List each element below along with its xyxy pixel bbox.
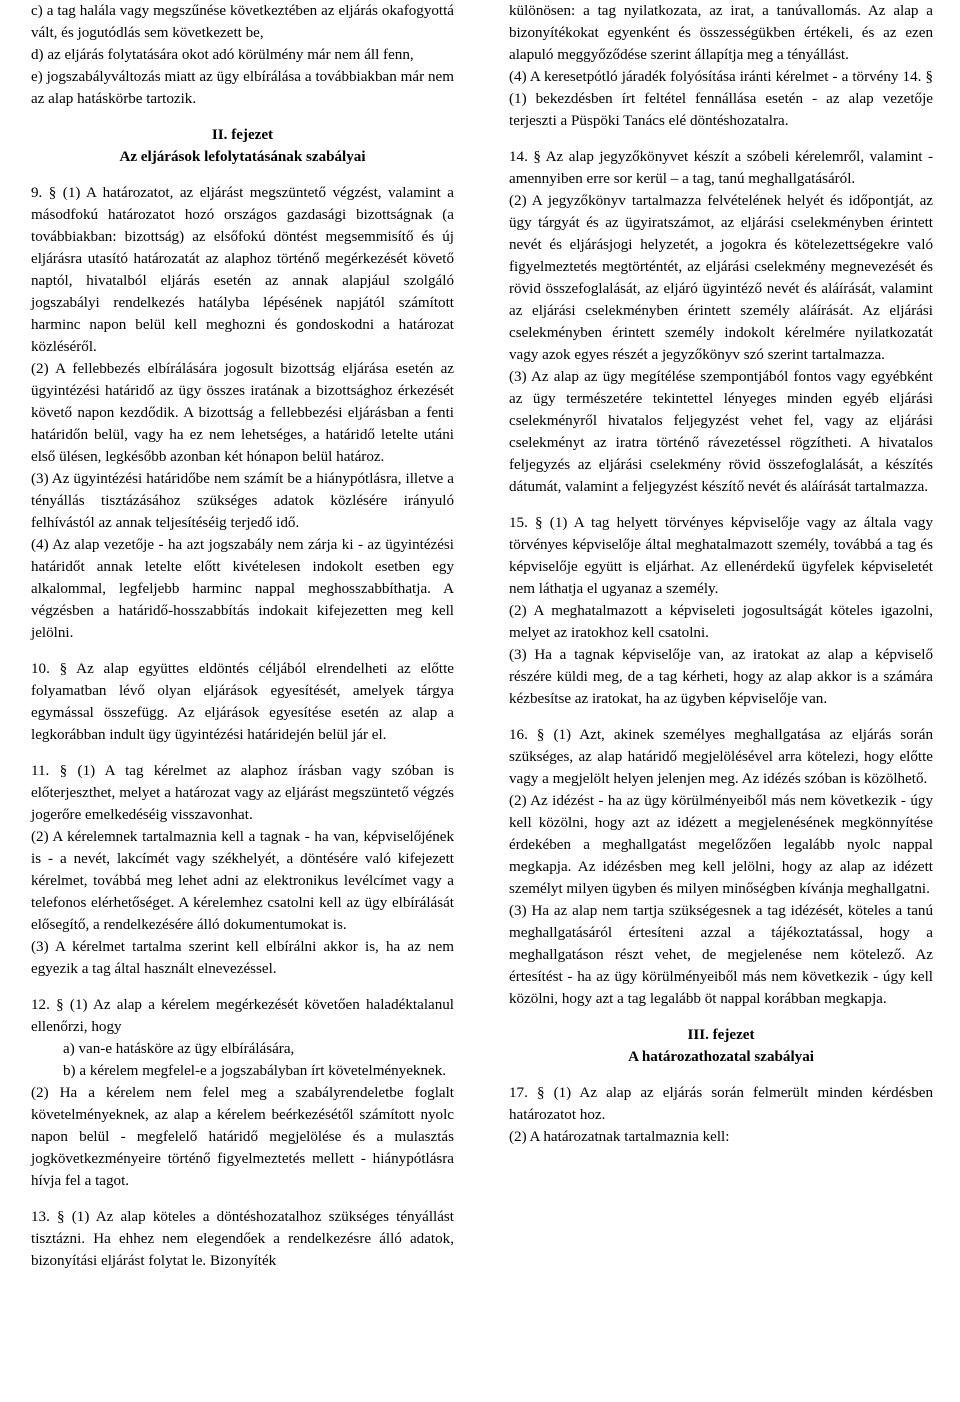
paragraph-gap bbox=[31, 1192, 454, 1206]
paragraph: 16. § (1) Azt, akinek személyes meghallgatása az eljárás során szükséges, az alap határidő megjelölésével arra kötelezi, hogy előtte vagy a megjelölt helyen jelenjen meg. Az idézés szóban is közölhető. bbox=[509, 727, 933, 787]
paragraph-gap bbox=[509, 710, 933, 724]
paragraph: (3) Az alap az ügy megítélése szempontjából fontos vagy egyébként az ügy természetére tekintettel lényeges minden egyéb eljárási cselekményről hivatalos feljegyzést vehet fel, vagy az eljárási cselekményt az iratra történő rávezetéssel rögzítheti. A hivatalos feljegyzés az eljárási cselekmény rövid összefoglalását, a készítés dátumát, valamint a feljegyzést készítő nevét és aláírását tartalmazza. bbox=[509, 369, 933, 495]
paragraph: (3) Ha az alap nem tartja szükségesnek a tag idézését, köteles a tanú meghallgatásáról értesíteni azzal a tájékoztatással, hogy a meghallgatáson részt vehet, de megjelenése nem kötelező. Az értesítést - ha az ügy körülményeiből más nem következik - úgy kell közölni, hogy azt a tag legalább öt nappal korábban megkapja. bbox=[509, 903, 933, 1007]
paragraph: 13. § (1) Az alap köteles a döntéshozatalhoz szükséges tényállást tisztázni. Ha ehhez nem elegendőek a rendelkezésre álló adatok, bizonyítási eljárást folytat le. Bizonyíték bbox=[31, 1209, 454, 1269]
paragraph-gap bbox=[509, 1010, 933, 1024]
paragraph: (3) A kérelmet tartalma szerint kell elbírálni akkor is, ha az nem egyezik a tag által használt elnevezéssel. bbox=[31, 939, 454, 977]
paragraph: (3) Az ügyintézési határidőbe nem számít be a hiánypótlásra, illetve a tényállás tisztázásához szükséges adatok közlésére irányuló felhívástól az annak teljesítéséig terjedő idő. bbox=[31, 471, 454, 531]
paragraph: (2) A határozatnak tartalmaznia kell: bbox=[509, 1129, 730, 1145]
paragraph-gap bbox=[509, 1068, 933, 1082]
paragraph: különösen: a tag nyilatkozata, az irat, a tanúvallomás. Az alap a bizonyítékokat egyenként és összességükben értékeli, és az ezen alapuló meggyőződése szerint állapítja meg a tényállást. bbox=[509, 3, 933, 63]
paragraph: (2) Ha a kérelem nem felel meg a szabályrendeletbe foglalt követelményeknek, az alap a kérelem beérkezésétől számított nyolc napon belül - megfelelő határidő megjelölése és a mulasztás jogkövetkezményeire történő figyelmeztetés mellett - hiánypótlásra hívja fel a tagot. bbox=[31, 1085, 454, 1189]
paragraph-gap bbox=[31, 110, 454, 124]
chapter-heading: II. fejezet bbox=[211, 127, 274, 143]
list-item: a) van-e hatásköre az ügy elbírálására, bbox=[63, 1041, 295, 1057]
paragraph: 12. § (1) Az alap a kérelem megérkezését követően haladéktalanul ellenőrzi, hogy bbox=[31, 997, 454, 1035]
paragraph: 15. § (1) A tag helyett törvényes képviselője vagy az általa vagy törvényes képviselője által meghatalmazott személy, továbbá a tag és képviselője együtt is eljárhat. Az ellenérdekű ügyfelek képviseletét nem láthatja el ugyanaz a személy. bbox=[509, 515, 933, 597]
paragraph-gap bbox=[509, 498, 933, 512]
chapter-heading: III. fejezet bbox=[687, 1027, 755, 1043]
paragraph: e) jogszabályváltozás miatt az ügy elbírálása a továbbiakban már nem az alap hatáskörbe tartozik. bbox=[31, 69, 454, 107]
paragraph: (2) A meghatalmazott a képviseleti jogosultságát köteles igazolni, melyet az iratokhoz kell csatolni. bbox=[509, 603, 933, 641]
left-column bbox=[31, 0, 454, 1272]
paragraph: (2) A jegyzőkönyv tartalmazza felvételének helyét és időpontját, az ügy tárgyát és az ügyiratszámot, az eljárási cselekményben érintett nevét és eljárásjogi helyzetét, a jogokra és kötelezettségekre való figyelmeztetés megtörténtét, az eljárási cselekmény megnevezését és rövid összefoglalását, az eljáró ügyintéző nevét és aláírását, valamint az eljárási cselekményben érintett személy aláírását. Az eljárási cselekményben érintett személy indokolt kérelmére nyilatkozatát vagy azok egyes részét a jegyzőkönyv szó szerint tartalmazza. bbox=[509, 193, 933, 363]
list-item: b) a kérelem megfelel-e a jogszabályban írt követelményeknek. bbox=[63, 1063, 447, 1079]
paragraph: 9. § (1) A határozatot, az eljárást megszüntető végzést, valamint a másodfokú határozatot hozó országos gazdasági bizottságnak (a továbbiakban: bizottság) az elsőfokú döntést megsemmisítő és új eljárásra utasító határozatát az alaphoz történő megérkezését követő naptól, hivatalból eljárás esetén az annak alapjául szolgáló jogszabályi rendelkezés hatályba lépésének napjától számított harminc napon belül kell meghozni és gondoskodni a határozat közléséről. bbox=[31, 185, 454, 355]
paragraph: (4) Az alap vezetője - ha azt jogszabály nem zárja ki - az ügyintézési határidőt annak letelte előtt kivételesen indokolt esetben egy alkalommal, legfeljebb harminc nappal meghosszabbíthatja. A végzésben a határidő-hosszabbítás indokait kifejezetten meg kell jelölni. bbox=[31, 537, 454, 641]
right-column bbox=[509, 0, 933, 1148]
paragraph-gap bbox=[31, 980, 454, 994]
chapter-heading: Az eljárások lefolytatásának szabályai bbox=[119, 149, 366, 165]
paragraph-gap bbox=[31, 168, 454, 182]
chapter-heading: A határozathozatal szabályai bbox=[628, 1049, 814, 1065]
paragraph-gap bbox=[31, 644, 454, 658]
paragraph: c) a tag halála vagy megszűnése következtében az eljárás okafogyottá vált, és jogutódlás sem következett be, bbox=[31, 3, 454, 41]
paragraph: 11. § (1) A tag kérelmet az alaphoz írásban vagy szóban is előterjeszthet, melyet a határozat vagy az eljárást megszüntető végzés jogerőre emelkedéséig visszavonhat. bbox=[31, 763, 454, 823]
paragraph-gap bbox=[31, 746, 454, 760]
paragraph: 14. § Az alap jegyzőkönyvet készít a szóbeli kérelemről, valamint - amennyiben erre sor kerül – a tag, tanú meghallgatásáról. bbox=[509, 149, 933, 187]
paragraph: (2) A kérelemnek tartalmaznia kell a tagnak - ha van, képviselőjének is - a nevét, lakcímét vagy székhelyét, a döntésére való kifejezett kérelmet, továbbá meg lehet adni az elektronikus levélcímet vagy a telefonos elérhetőséget. A kérelemhez csatolni kell az ügy elbírálását elősegítő, a rendelkezésére álló dokumentumokat is. bbox=[31, 829, 454, 933]
paragraph: (2) A fellebbezés elbírálására jogosult bizottság eljárása esetén az ügyintézési határidő az ügy összes iratának a bizottsághoz érkezését követő napon kezdődik. A bizottság a fellebbezési eljárásban a fenti határidőn belül, vagy ha ez nem lehetséges, a határidő letelte utáni első ülésen, legkésőbb azonban két hónapon belül határoz. bbox=[31, 361, 454, 465]
paragraph: (2) Az idézést - ha az ügy körülményeiből más nem következik - úgy kell közölni, hogy azt az idézett a megjelenésének megkönnyítése érdekében a meghallgatást megelőzően legalább nyolc nappal megkapja. Az idézésben meg kell jelölni, hogy az alap az idézett személyt milyen ügyben és milyen minőségben kívánja meghallgatni. bbox=[509, 793, 933, 897]
paragraph: (4) A keresetpótló járadék folyósítása iránti kérelmet - a törvény 14. § (1) bekezdésben írt feltétel fennállása esetén - az alap vezetője terjeszti a Püspöki Tanács elé döntéshozatalra. bbox=[509, 69, 933, 129]
paragraph: 17. § (1) Az alap az eljárás során felmerült minden kérdésben határozatot hoz. bbox=[509, 1085, 933, 1123]
paragraph: (3) Ha a tagnak képviselője van, az iratokat az alap a képviselő részére küldi meg, de a tag kérheti, hogy az alap akkor is a számára kézbesítse az iratokat, ha az ügyben képviselője van. bbox=[509, 647, 933, 707]
paragraph: d) az eljárás folytatására okot adó körülmény már nem áll fenn, bbox=[31, 47, 414, 63]
paragraph: 10. § Az alap együttes eldöntés céljából elrendelheti az előtte folyamatban lévő olyan eljárások egyesítését, amelyek tárgya egymással összefügg. Az eljárások egyesítése esetén az alap a legkorábban indult ügy ügyintézési határidején belül jár el. bbox=[31, 661, 454, 743]
paragraph-gap bbox=[509, 132, 933, 146]
